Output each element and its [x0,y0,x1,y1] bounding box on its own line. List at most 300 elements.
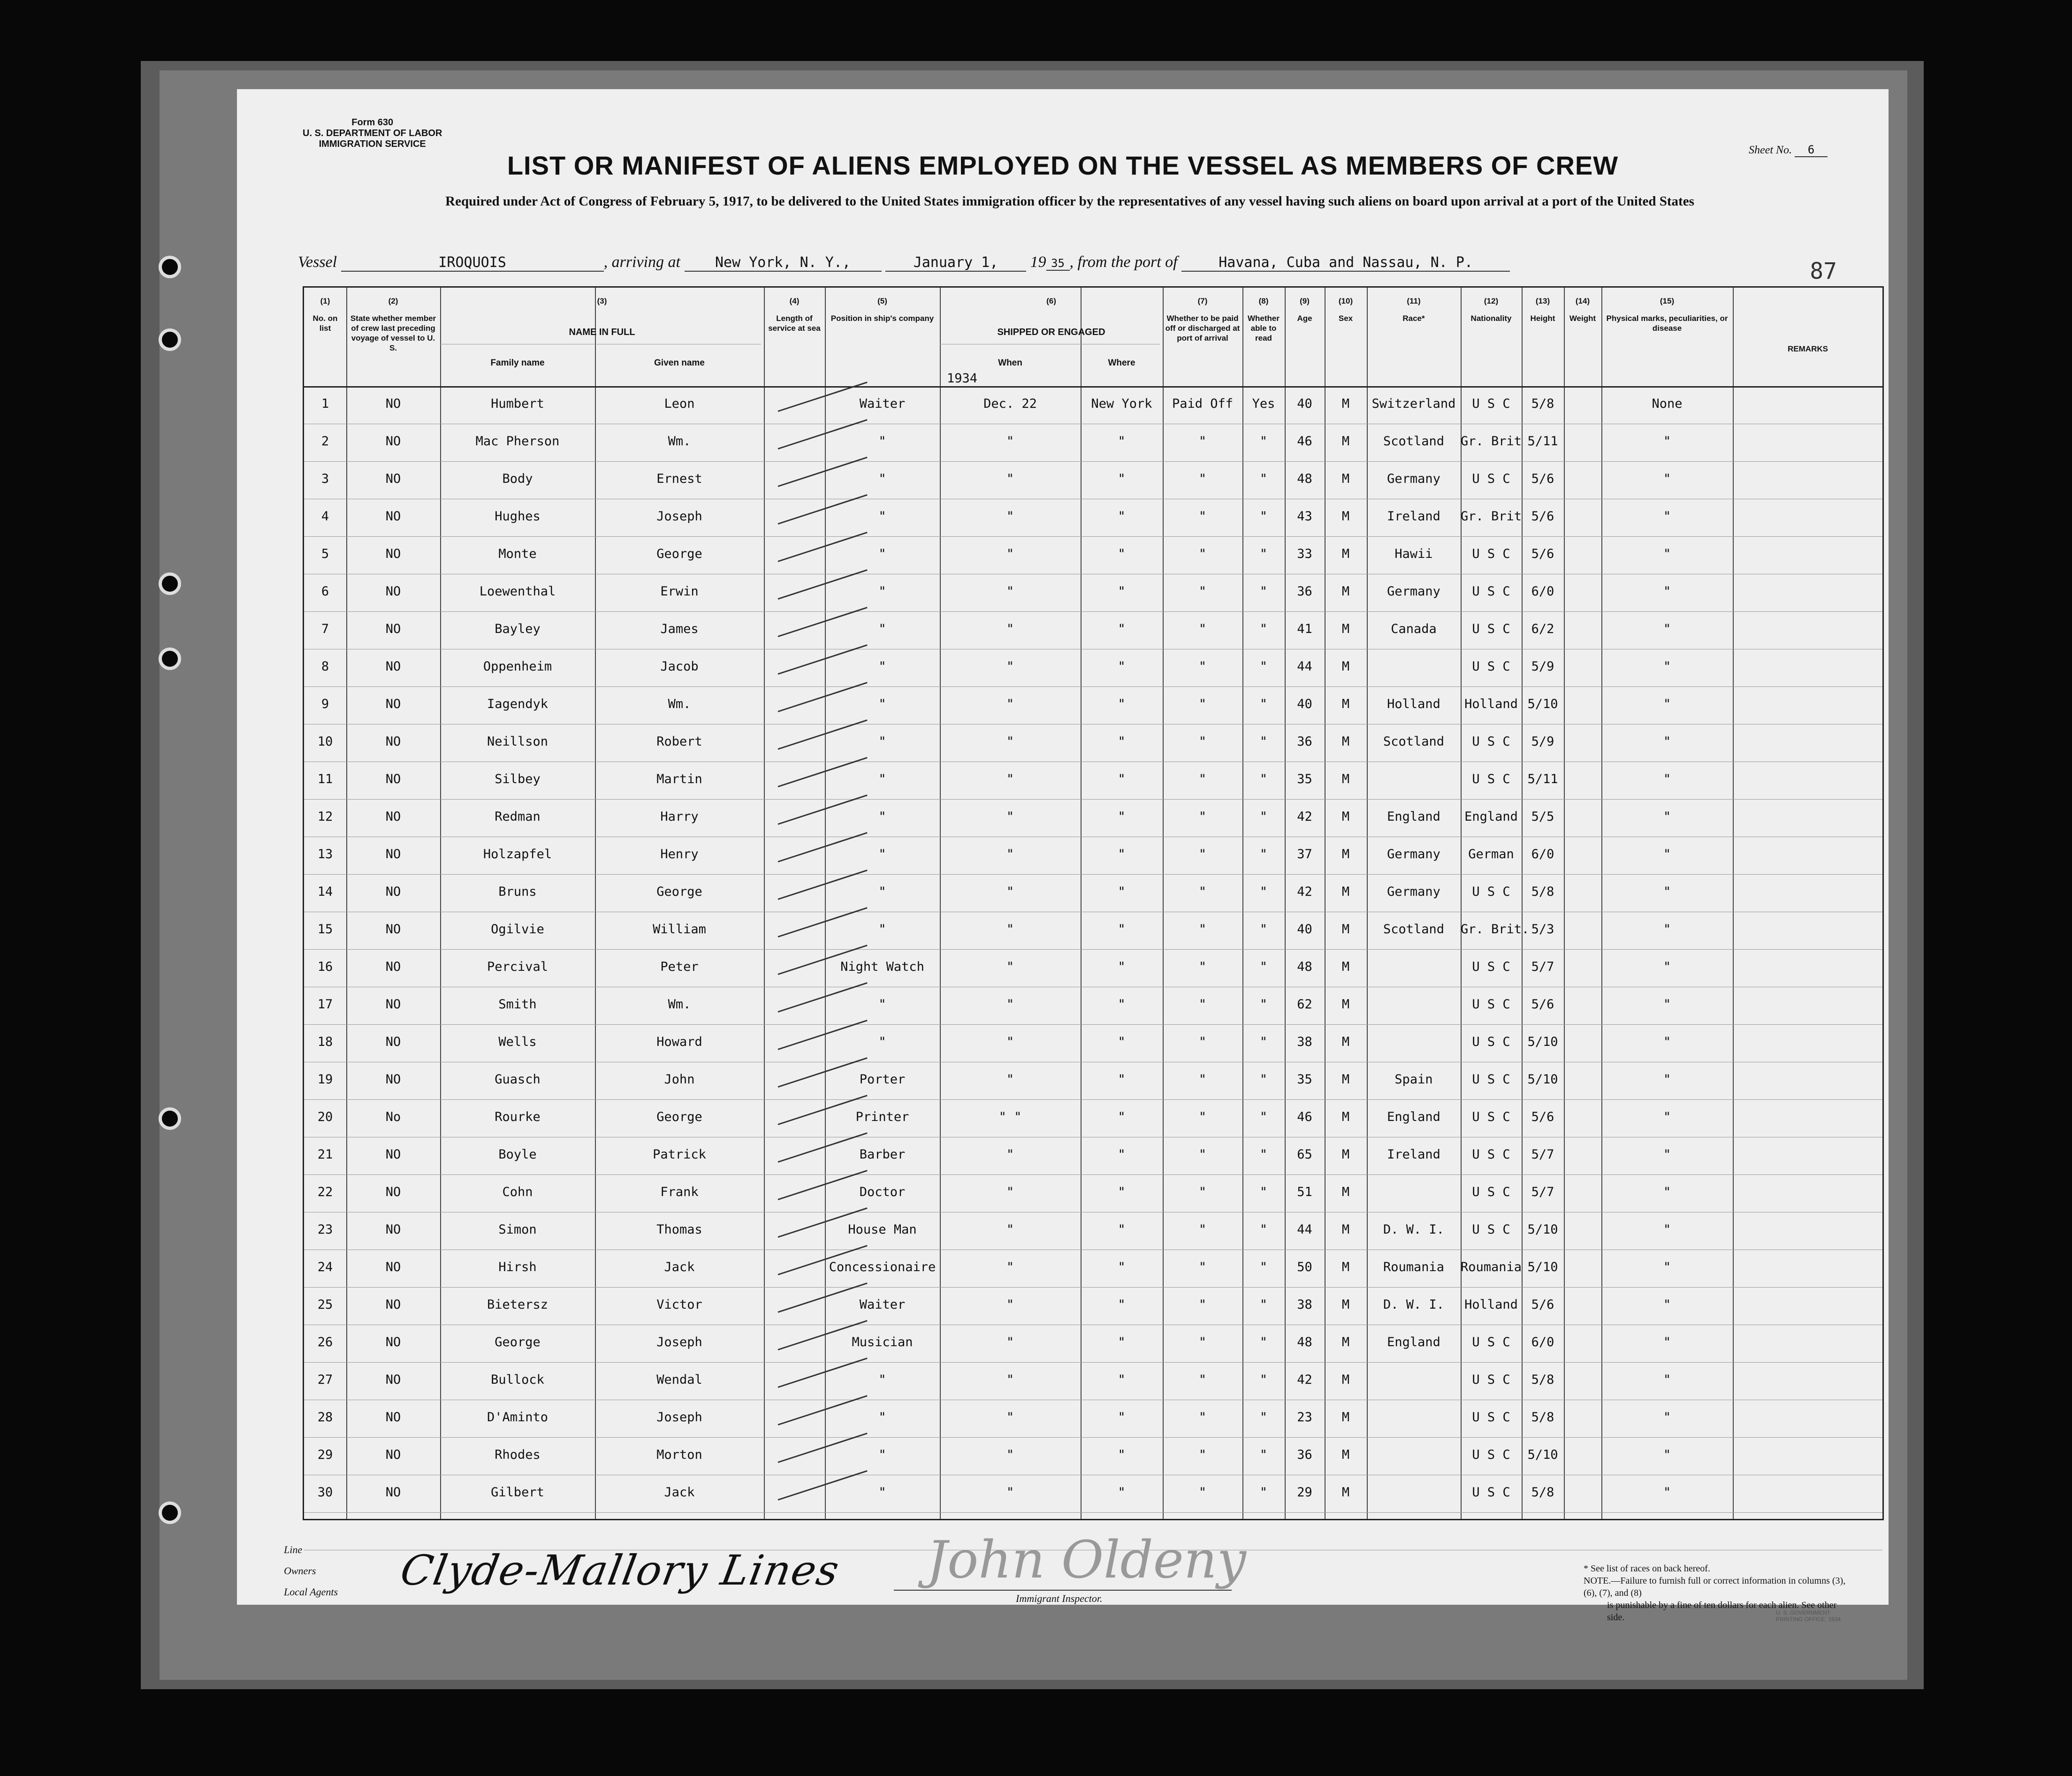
cell-where: " [1118,584,1126,599]
cell-given: Peter [660,960,699,974]
cell-where: New York [1091,396,1152,411]
cell-height: 5/11 [1527,772,1558,786]
cell-nationality: U S C [1472,1147,1510,1162]
cell-age: 38 [1297,1297,1312,1312]
cell-read: " [1259,809,1268,824]
page-title: LIST OR MANIFEST OF ALIENS EMPLOYED ON THE VESSEL AS MEMBERS OF CREW [507,151,1619,180]
cell-when: " [1006,659,1014,674]
column-header: Sex [1338,314,1353,323]
cell-given: Joseph [656,1410,702,1425]
cell-prev: NO [385,1185,401,1199]
cell-nationality: U S C [1472,1110,1510,1124]
cell-sex: M [1341,396,1350,411]
row-rule [304,799,1882,800]
cell-age: 46 [1297,1110,1312,1124]
cell-where: " [1118,1110,1126,1124]
cell-when: " [1006,1072,1014,1087]
cell-age: 40 [1297,396,1312,411]
column-subheader: Where [1108,358,1135,368]
column-header: Nationality [1470,314,1512,323]
cell-age: 36 [1297,584,1312,599]
cell-sex: M [1341,1260,1350,1274]
column-header: Weight [1569,314,1596,323]
cell-where: " [1118,622,1126,636]
cell-nationality: U S C [1472,1035,1510,1049]
cell-when: " [1006,622,1014,636]
cell-paid: " [1198,697,1207,711]
cell-height: 5/8 [1531,1372,1554,1387]
cell-height: 5/9 [1531,734,1554,749]
cell-where: " [1118,697,1126,711]
cell-position: House Man [848,1222,917,1237]
cell-read: " [1259,547,1268,561]
cell-sex: M [1341,809,1350,824]
cell-race: Ireland [1387,509,1440,524]
cell-position: " [878,472,886,486]
cell-position: " [878,434,886,449]
cell-age: 44 [1297,1222,1312,1237]
cell-height: 5/8 [1531,396,1554,411]
cell-no: 12 [317,809,333,824]
cell-family: Hughes [495,509,541,524]
cell-no: 11 [317,772,333,786]
cell-marks: " [1663,509,1671,524]
column-rule [1564,288,1565,1519]
cell-family: Humbert [491,396,544,411]
cell-no: 17 [317,997,333,1012]
cell-age: 29 [1297,1485,1312,1500]
column-number: (1) [320,297,330,305]
cell-read: " [1259,960,1268,974]
cell-height: 5/11 [1527,434,1558,449]
cell-paid: " [1198,772,1207,786]
cell-when: " [1006,1335,1014,1349]
cell-no: 21 [317,1147,333,1162]
cell-position: Waiter [859,1297,906,1312]
cell-when: " [1006,509,1014,524]
cell-position: " [878,509,886,524]
cell-family: Redman [495,809,541,824]
cell-when: " [1006,1035,1014,1049]
column-number: (10) [1338,297,1353,305]
cell-prev: NO [385,960,401,974]
cell-paid: " [1198,1185,1207,1199]
row-rule [304,1174,1882,1175]
cell-given: Wm. [668,697,691,711]
cell-marks: " [1663,1485,1671,1500]
cell-no: 27 [317,1372,333,1387]
cell-where: " [1118,434,1126,449]
cell-no: 23 [317,1222,333,1237]
cell-when: " [1006,772,1014,786]
cell-height: 5/9 [1531,659,1554,674]
column-header: Whether able to read [1248,314,1280,343]
cell-where: " [1118,547,1126,561]
inspector-signature-line [894,1590,1232,1591]
cell-position: " [878,697,886,711]
cell-no: 25 [317,1297,333,1312]
punch-hole [159,1502,181,1524]
cell-sex: M [1341,847,1350,861]
cell-height: 5/10 [1527,1222,1558,1237]
cell-age: 40 [1297,697,1312,711]
cell-read: " [1259,734,1268,749]
column-number: (3) [597,297,607,305]
cell-age: 37 [1297,847,1312,861]
cell-marks: " [1663,1335,1671,1349]
cell-paid: " [1198,922,1207,937]
cell-no: 18 [317,1035,333,1049]
row-rule [304,686,1882,687]
cell-when: " [1006,1222,1014,1237]
cell-prev: NO [385,697,401,711]
cell-family: Monte [498,547,537,561]
cell-sex: M [1341,434,1350,449]
cell-position: " [878,997,886,1012]
cell-given: Wendal [656,1372,702,1387]
cell-prev: NO [385,809,401,824]
cell-age: 42 [1297,809,1312,824]
cell-marks: " [1663,472,1671,486]
cell-read: " [1259,1410,1268,1425]
row-rule [304,611,1882,612]
cell-sex: M [1341,1110,1350,1124]
cell-where: " [1118,1185,1126,1199]
cell-nationality: U S C [1472,396,1510,411]
cell-paid: " [1198,1410,1207,1425]
cell-age: 36 [1297,1448,1312,1462]
cell-when: Dec. 22 [983,396,1037,411]
cell-age: 35 [1297,1072,1312,1087]
cell-nationality: U S C [1472,1448,1510,1462]
cell-given: Harry [660,809,699,824]
column-header: Length of service at sea [768,314,821,333]
cell-family: Smith [498,997,537,1012]
cell-nationality: U S C [1472,1372,1510,1387]
cell-given: Joseph [656,1335,702,1349]
cell-no: 19 [317,1072,333,1087]
cell-prev: NO [385,472,401,486]
cell-given: Ernest [656,472,702,486]
cell-age: 48 [1297,1335,1312,1349]
punch-hole [159,256,181,278]
cell-sex: M [1341,922,1350,937]
cell-race: Ireland [1387,1147,1440,1162]
cell-marks: " [1663,547,1671,561]
cell-race: D. W. I. [1383,1222,1445,1237]
cell-nationality: U S C [1472,734,1510,749]
cell-prev: NO [385,1260,401,1274]
cell-family: Gilbert [491,1485,544,1500]
cell-read: " [1259,922,1268,937]
cell-family: Iagendyk [487,697,548,711]
cell-family: Percival [487,960,548,974]
cell-prev: NO [385,622,401,636]
cell-read: " [1259,847,1268,861]
cell-prev: NO [385,1147,401,1162]
cell-no: 2 [321,434,329,449]
cell-when: " [1006,584,1014,599]
cell-prev: NO [385,509,401,524]
cell-where: " [1118,997,1126,1012]
cell-prev: NO [385,1410,401,1425]
year-note: 1934 [947,371,978,386]
cell-marks: " [1663,1260,1671,1274]
cell-sex: M [1341,1147,1350,1162]
cell-family: Rhodes [495,1448,541,1462]
cell-race: Scotland [1383,434,1445,449]
cell-race: England [1387,1110,1440,1124]
cell-read: " [1259,1297,1268,1312]
cell-race: Scotland [1383,734,1445,749]
cell-prev: NO [385,997,401,1012]
cell-where: " [1118,659,1126,674]
cell-when: " [1006,1185,1014,1199]
cell-race: Germany [1387,847,1440,861]
cell-nationality: U S C [1472,884,1510,899]
cell-age: 42 [1297,1372,1312,1387]
cell-sex: M [1341,697,1350,711]
cell-given: Wm. [668,434,691,449]
cell-marks: " [1663,847,1671,861]
cell-paid: " [1198,1448,1207,1462]
cell-where: " [1118,884,1126,899]
row-rule [304,1437,1882,1438]
cell-where: " [1118,1072,1126,1087]
cell-where: " [1118,472,1126,486]
cell-given: Thomas [656,1222,702,1237]
owners-label: Owners [284,1565,316,1577]
cell-position: Barber [859,1147,906,1162]
cell-sex: M [1341,960,1350,974]
page-subtitle: Required under Act of Congress of February 5, 1917, to be delivered to the United States immigration officer by the representatives of any vessel having such aliens on board upon arrival at a port of the United States [445,194,1694,209]
row-rule [304,1512,1882,1513]
cell-given: John [664,1072,695,1087]
line-label: Line [284,1544,303,1555]
cell-read: " [1259,697,1268,711]
cell-position: Printer [855,1110,909,1124]
cell-height: 5/10 [1527,1260,1558,1274]
cell-when: " [1006,697,1014,711]
form-identifier: Form 630 U. S. DEPARTMENT OF LABOR IMMIGRATION SERVICE [303,117,442,149]
inspector-signature: John Oldeny [927,1530,1246,1590]
cell-paid: " [1198,1335,1207,1349]
cell-race: England [1387,1335,1440,1349]
cell-age: 44 [1297,659,1312,674]
cell-position: " [878,734,886,749]
cell-when: " [1006,734,1014,749]
cell-no: 22 [317,1185,333,1199]
cell-given: William [653,922,706,937]
column-header: Physical marks, peculiarities, or disease [1606,314,1728,333]
cell-height: 6/0 [1531,847,1554,861]
cell-sex: M [1341,734,1350,749]
cell-read: " [1259,1222,1268,1237]
cell-marks: " [1663,584,1671,599]
cell-age: 65 [1297,1147,1312,1162]
cell-age: 42 [1297,884,1312,899]
row-rule [304,1362,1882,1363]
cell-sex: M [1341,509,1350,524]
cell-nationality: U S C [1472,472,1510,486]
cell-prev: NO [385,584,401,599]
column-number: (12) [1484,297,1499,305]
cell-marks: " [1663,697,1671,711]
column-header: Whether to be paid off or discharged at port of arrival [1165,314,1240,343]
cell-given: Patrick [653,1147,706,1162]
cell-where: " [1118,1335,1126,1349]
cell-given: Morton [656,1448,702,1462]
cell-given: Erwin [660,584,699,599]
cell-given: Martin [656,772,702,786]
cell-race: Canada [1391,622,1437,636]
column-header: Position in ship's company [830,314,934,323]
cell-no: 15 [317,922,333,937]
column-header: State whether member of crew last preceding voyage of vessel to U. S. [350,314,436,352]
cell-height: 5/6 [1531,509,1554,524]
cell-height: 5/7 [1531,1147,1554,1162]
cell-race: Holland [1387,697,1440,711]
cell-family: Cohn [502,1185,533,1199]
cell-family: Body [502,472,533,486]
cell-sex: M [1341,472,1350,486]
cell-marks: " [1663,809,1671,824]
cell-prev: NO [385,734,401,749]
cell-position: " [878,547,886,561]
cell-nationality: U S C [1472,659,1510,674]
cell-sex: M [1341,1035,1350,1049]
cell-where: " [1118,1485,1126,1500]
arrival-date: January 1, [885,254,1026,272]
cell-no: 29 [317,1448,333,1462]
column-header: SHIPPED OR ENGAGED [997,327,1105,337]
cell-position: Doctor [859,1185,906,1199]
cell-family: Bruns [498,884,537,899]
cell-read: " [1259,1072,1268,1087]
column-number: (11) [1407,297,1421,305]
cell-prev: NO [385,1485,401,1500]
cell-given: Robert [656,734,702,749]
cell-position: " [878,809,886,824]
cell-nationality: U S C [1472,1410,1510,1425]
cell-sex: M [1341,547,1350,561]
cell-paid: " [1198,1222,1207,1237]
cell-position: Waiter [859,396,906,411]
cell-family: Wells [498,1035,537,1049]
cell-where: " [1118,1448,1126,1462]
cell-nationality: U S C [1472,997,1510,1012]
row-rule [304,1287,1882,1288]
cell-where: " [1118,1222,1126,1237]
cell-given: Victor [656,1297,702,1312]
cell-given: Jacob [660,659,699,674]
cell-paid: " [1198,997,1207,1012]
cell-read: " [1259,1448,1268,1462]
cell-read: " [1259,622,1268,636]
cell-prev: NO [385,1297,401,1312]
cell-height: 5/8 [1531,1410,1554,1425]
cell-family: Bietersz [487,1297,548,1312]
vessel-name: IROQUOIS [341,254,604,272]
cell-read: " [1259,1035,1268,1049]
column-number: (9) [1300,297,1310,305]
cell-where: " [1118,1297,1126,1312]
cell-when: " [1006,1260,1014,1274]
punch-hole [159,328,181,351]
cell-position: " [878,922,886,937]
cell-height: 5/8 [1531,884,1554,899]
cell-prev: NO [385,1035,401,1049]
column-subheader: Given name [654,358,705,368]
cell-no: 4 [321,509,329,524]
cell-prev: NO [385,1372,401,1387]
column-number: (14) [1575,297,1590,305]
cell-marks: None [1652,396,1683,411]
cell-given: Jack [664,1260,695,1274]
cell-marks: " [1663,1410,1671,1425]
cell-race: England [1387,809,1440,824]
sheet-number: Sheet No. 6 [1749,143,1828,157]
row-rule [304,1024,1882,1025]
cell-family: George [495,1335,541,1349]
cell-nationality: Gr. Brit [1461,509,1522,524]
cell-sex: M [1341,772,1350,786]
cell-read: " [1259,1485,1268,1500]
cell-height: 5/5 [1531,809,1554,824]
cell-nationality: U S C [1472,1335,1510,1349]
cell-height: 5/8 [1531,1485,1554,1500]
cell-marks: " [1663,1035,1671,1049]
cell-age: 41 [1297,622,1312,636]
cell-read: " [1259,1372,1268,1387]
local-agents-label: Local Agents [284,1586,338,1598]
owner-signature: Clyde-Mallory Lines [396,1546,844,1594]
punch-hole [159,648,181,670]
cell-height: 6/0 [1531,1335,1554,1349]
cell-when: " [1006,922,1014,937]
cell-prev: NO [385,847,401,861]
cell-read: " [1259,772,1268,786]
cell-read: " [1259,584,1268,599]
cell-given: Jack [664,1485,695,1500]
cell-position: " [878,1035,886,1049]
cell-nationality: U S C [1472,584,1510,599]
cell-nationality: England [1464,809,1518,824]
cell-height: 6/0 [1531,584,1554,599]
cell-marks: " [1663,884,1671,899]
cell-position: Night Watch [840,960,924,974]
cell-race: Germany [1387,884,1440,899]
cell-nationality: Holland [1464,697,1518,711]
cell-family: Boyle [498,1147,537,1162]
vessel-line: Vessel IROQUOIS , arriving at New York, N. Y., January 1, 19 35 , from the port of Havana, Cuba and Nassau, N. P. [298,253,1510,272]
cell-when: " [1006,1448,1014,1462]
cell-paid: " [1198,1297,1207,1312]
cell-family: Oppenheim [483,659,552,674]
page-number: 87 [1810,258,1837,284]
departure-port: Havana, Cuba and Nassau, N. P. [1181,254,1510,272]
cell-nationality: German [1468,847,1514,861]
cell-when: " [1006,884,1014,899]
cell-given: Henry [660,847,699,861]
cell-no: 20 [317,1110,333,1124]
column-subheader: When [998,358,1022,368]
cell-age: 50 [1297,1260,1312,1274]
cell-sex: M [1341,1410,1350,1425]
cell-family: Silbey [495,772,541,786]
cell-paid: Paid Off [1172,396,1234,411]
cell-sex: M [1341,1485,1350,1500]
